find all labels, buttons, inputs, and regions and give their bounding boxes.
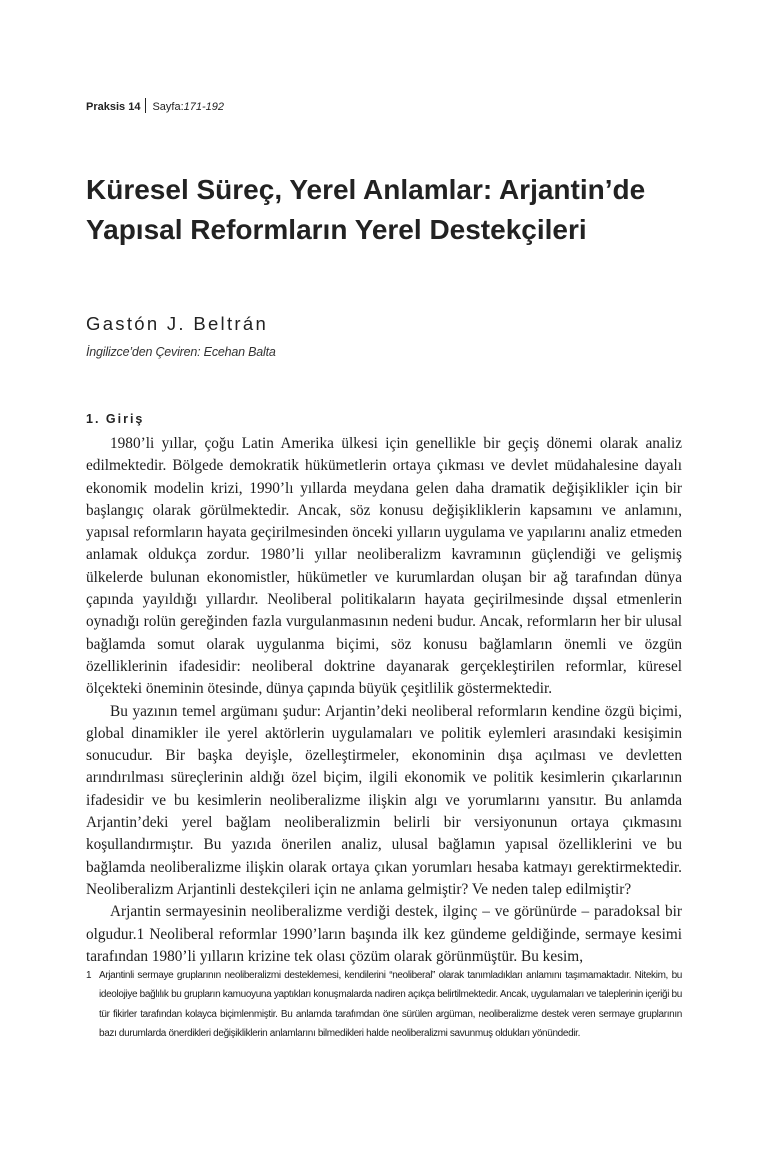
author-name: Gastón J. Beltrán — [86, 313, 269, 334]
section-heading: 1. Giriş — [86, 412, 145, 426]
header-divider — [145, 98, 146, 113]
article-body — [86, 433, 682, 968]
article-title — [86, 170, 706, 250]
page-label: Sayfa: — [152, 101, 184, 113]
footnotes — [86, 966, 682, 1043]
footnote-text: Arjantinli sermaye gruplarının neoliberalizmi desteklemesi, kendilerini “neoliberal” olarak tanımladıkları anlamını taşımamaktadır. Nitekim, bu ideolojiye bağlılık bu grupların kamuoyuna yaptıkları konuşmalarda nadiren açıkça belirtilmektedir. Ancak, uygulamaları ve taleplerinin içeriği bu tür fikirler tarafından kolayca biçimlenmiştir. Bu anlamda tarafımdan öne sürülen argüman, neoliberalizme destek veren sermaye gruplarının bazı durumlarda önerdikleri değişikliklerin anlamlarını bilmedikleri halde neoliberalizmi savunmuş oldukları yönündedir. — [99, 970, 682, 1039]
page-range: 171-192 — [183, 101, 224, 113]
title-line-2: Yapısal Reformların Yerel Destekçileri — [86, 214, 587, 245]
paragraph: Bu yazının temel argümanı şudur: Arjantin’deki neoliberal reformların kendine özgü biçimi, global dinamikler ile yerel aktörlerin uygulamaları ve politik eylemleri arasındaki kesişimin sonucudur. Bir başka deyişle, özelleştirmeler, ekonominin dışa açılması ve devletten arındırılması süreçlerinin aldığı özel biçim, ilgili ekonomik ve politik kesimlerin çıkarlarının ifadesidir ve bu kesimlerin neoliberalizme ilişkin algı ve yorumlarını yansıtır. Bu anlamda Arjantin’deki yerel bağlam neoliberalizmin belirli bir versiyonunun ortaya çıkmasını koşullandırmıştır. Bu yazıda önerilen analiz, ulusal bağlamın yapısal özelliklerini ve bu bağlamda neoliberalizme ilişkin olarak ortaya çıkan yorumları hesaba katmayı gerektirmektedir. Neoliberalizm Arjantinli destekçileri için ne anlama gelmiştir? Ve neden talep edilmiştir? — [86, 702, 682, 898]
paragraph: Arjantin sermayesinin neoliberalizme verdiği destek, ilginç – ve görünürde – paradoksal bir olgudur.1 Neoliberal reformlar 1990’ların başında ilk kez gündeme geldiğinde, sermaye kesimi tarafından 1980’li yılların krizine tek olası çözüm olarak görünmüştür. Bu kesim, — [86, 903, 682, 965]
footnote-number: 1 — [86, 970, 92, 981]
journal-name: Praksis 14 — [86, 101, 141, 113]
translator-credit: İngilizce’den Çeviren: Ecehan Balta — [86, 345, 276, 359]
running-header — [86, 98, 224, 113]
paragraph: 1980’li yıllar, çoğu Latin Amerika ülkesi için genellikle bir geçiş dönemi olarak analiz edilmektedir. Bölgede demokratik hükümetlerin ortaya çıkması ve devlet müdahalesine dayalı ekonomik modelin krizi, 1990’lı yıllarda meydana gelen daha dramatik değişiklikler için bir başlangıç olarak görülmektedir. Ancak, söz konusu değişikliklerin kapsamını ve anlamını, yapısal reformların hayata geçirilmesinden önceki yılların uygulama ve yapılarını analiz etmeden anlamak oldukça zordur. 1980’li yıllar neoliberalizm kavramının güçlendiği ve gelişmiş ülkelerde bulunan ekonomistler, hükümetler ve kurumlardan oluşan bir ağ tarafından dünya çapında yayıldığı yıllardır. Neoliberal politikaların hayata geçirilmesinde dışsal etmenlerin oynadığı rolün gereğinden fazla vurgulanmasının nedeni budur. Ancak, reformların her bir ulusal bağlamda somut olarak uygulanma biçimi, söz konusu bağlamların önemli ve özgün özelliklerinin ifadesidir: neoliberal doktrine dayanarak gerçekleştirilen reformlar, küresel ölçekteki öneminin ötesinde, dünya çapında büyük çeşitlilik göstermektedir. — [86, 435, 682, 698]
footnote — [86, 966, 682, 1043]
title-line-1: Küresel Süreç, Yerel Anlamlar: Arjantin’de — [86, 174, 646, 205]
